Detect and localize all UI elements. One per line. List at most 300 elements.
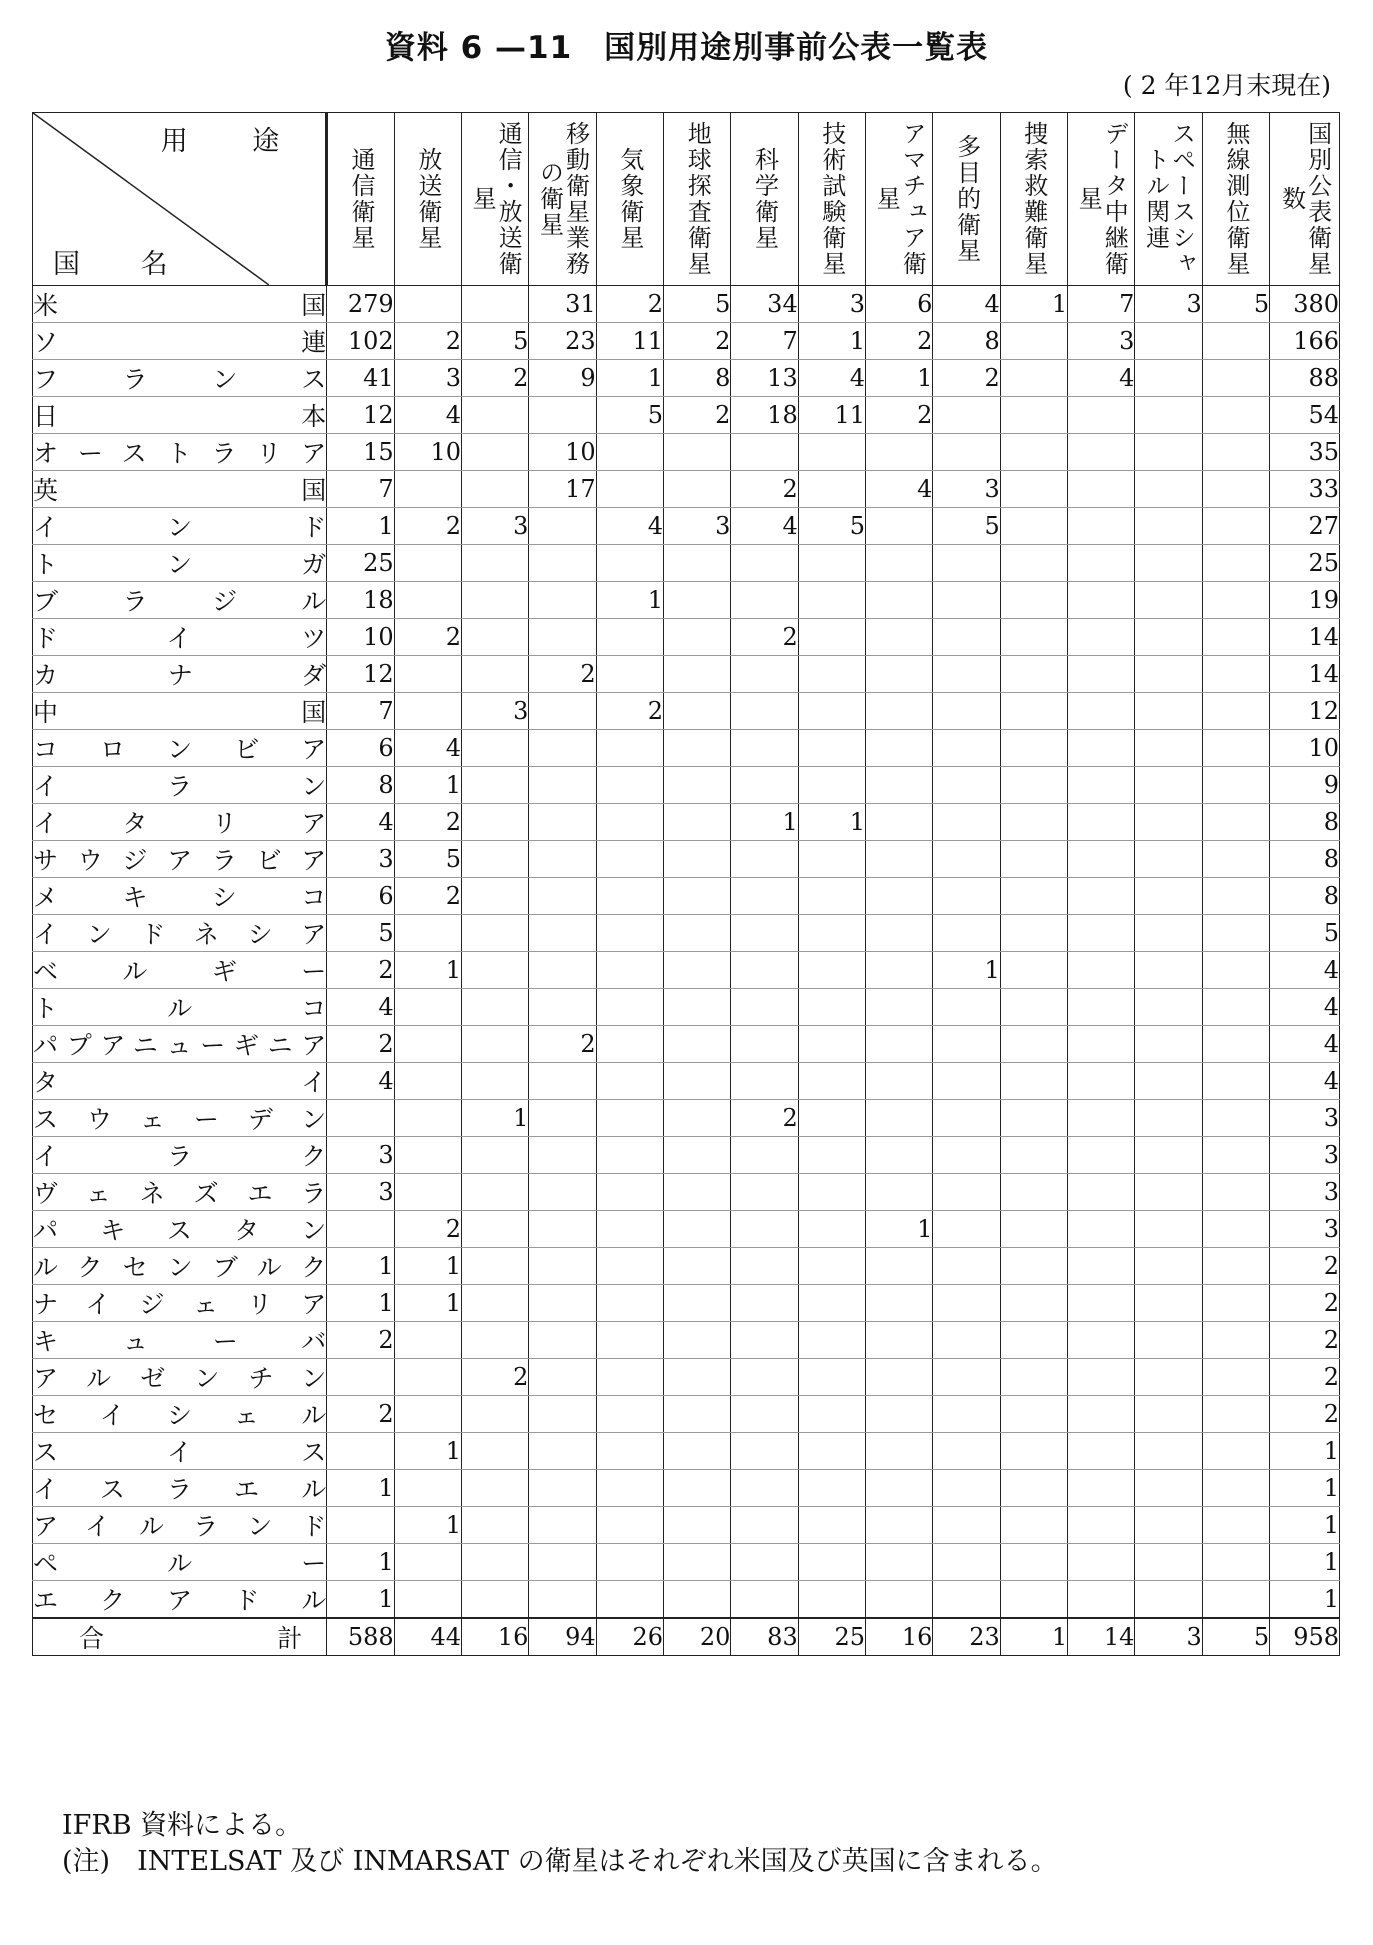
table-cell: 10 bbox=[327, 619, 394, 656]
total-cell: 44 bbox=[394, 1618, 461, 1656]
table-cell bbox=[462, 1470, 529, 1507]
table-cell: 6 bbox=[327, 730, 394, 767]
table-cell bbox=[664, 656, 731, 693]
total-cell: 1 bbox=[1000, 1618, 1067, 1656]
table-cell bbox=[596, 1026, 663, 1063]
table-cell: 5 bbox=[1202, 286, 1269, 323]
table-cell bbox=[1135, 804, 1202, 841]
country-total-cell: 25 bbox=[1270, 545, 1340, 582]
table-cell bbox=[933, 1248, 1000, 1285]
table-cell bbox=[1202, 434, 1269, 471]
table-cell bbox=[798, 1359, 865, 1396]
table-cell bbox=[664, 1433, 731, 1470]
table-cell bbox=[731, 730, 798, 767]
table-cell bbox=[664, 730, 731, 767]
table-cell bbox=[529, 1507, 596, 1544]
table-cell: 4 bbox=[866, 471, 933, 508]
table-cell bbox=[394, 1174, 461, 1211]
table-cell bbox=[596, 434, 663, 471]
table-cell bbox=[1068, 619, 1135, 656]
table-cell bbox=[664, 841, 731, 878]
table-cell bbox=[1202, 582, 1269, 619]
table-cell bbox=[731, 952, 798, 989]
table-cell bbox=[394, 1544, 461, 1581]
table-cell bbox=[394, 1396, 461, 1433]
table-cell bbox=[1068, 471, 1135, 508]
table-cell bbox=[933, 656, 1000, 693]
table-cell: 3 bbox=[1135, 286, 1202, 323]
table-cell: 11 bbox=[798, 397, 865, 434]
column-header bbox=[596, 113, 663, 286]
table-cell bbox=[1000, 989, 1067, 1026]
table-cell bbox=[1000, 1137, 1067, 1174]
table-cell bbox=[462, 1063, 529, 1100]
country-name: アイルランド bbox=[33, 1507, 327, 1544]
table-cell: 6 bbox=[327, 878, 394, 915]
table-cell bbox=[1135, 656, 1202, 693]
table-cell: 4 bbox=[394, 730, 461, 767]
country-total-cell: 8 bbox=[1270, 878, 1340, 915]
country-name: サウジアラビア bbox=[33, 841, 327, 878]
table-cell bbox=[933, 804, 1000, 841]
table-cell bbox=[933, 434, 1000, 471]
table-cell: 5 bbox=[933, 508, 1000, 545]
table-cell: 25 bbox=[327, 545, 394, 582]
country-name: スウェーデン bbox=[33, 1100, 327, 1137]
table-cell bbox=[596, 1063, 663, 1100]
table-cell bbox=[731, 1026, 798, 1063]
table-cell: 2 bbox=[664, 397, 731, 434]
column-header-label: 気象衛星 bbox=[615, 147, 644, 251]
table-cell bbox=[394, 1100, 461, 1137]
country-total-cell: 10 bbox=[1270, 730, 1340, 767]
table-cell bbox=[1202, 619, 1269, 656]
country-total-cell: 5 bbox=[1270, 915, 1340, 952]
total-cell: 83 bbox=[731, 1618, 798, 1656]
table-cell bbox=[529, 1322, 596, 1359]
table-cell: 5 bbox=[327, 915, 394, 952]
table-cell: 2 bbox=[529, 1026, 596, 1063]
usage-label: 用 途 bbox=[160, 126, 308, 157]
table-cell: 6 bbox=[866, 286, 933, 323]
table-cell bbox=[1000, 1396, 1067, 1433]
table-cell bbox=[462, 471, 529, 508]
table-cell bbox=[933, 1507, 1000, 1544]
table-cell: 31 bbox=[529, 286, 596, 323]
table-cell: 1 bbox=[933, 952, 1000, 989]
table-row bbox=[33, 656, 1340, 693]
table-cell: 1 bbox=[327, 1285, 394, 1322]
table-cell bbox=[798, 1581, 865, 1619]
table-cell bbox=[529, 989, 596, 1026]
column-header bbox=[1202, 113, 1269, 286]
column-header bbox=[866, 113, 933, 286]
country-name: トンガ bbox=[33, 545, 327, 582]
table-cell bbox=[462, 286, 529, 323]
table-cell bbox=[866, 767, 933, 804]
country-total-cell: 27 bbox=[1270, 508, 1340, 545]
table-cell: 2 bbox=[394, 508, 461, 545]
country-name: フランス bbox=[33, 360, 327, 397]
table-cell bbox=[1000, 656, 1067, 693]
table-cell bbox=[731, 1581, 798, 1619]
column-header-label: データ中継衛星 bbox=[1074, 121, 1129, 277]
table-cell bbox=[394, 286, 461, 323]
table-cell bbox=[933, 1470, 1000, 1507]
country-total-cell: 4 bbox=[1270, 1026, 1340, 1063]
table-cell bbox=[1068, 1100, 1135, 1137]
table-row bbox=[33, 989, 1340, 1026]
table-cell bbox=[1068, 1359, 1135, 1396]
country-total-cell: 88 bbox=[1270, 360, 1340, 397]
table-cell bbox=[1135, 1581, 1202, 1619]
table-cell bbox=[462, 1285, 529, 1322]
table-row bbox=[33, 1581, 1340, 1619]
table-cell bbox=[1068, 1137, 1135, 1174]
table-cell: 1 bbox=[798, 323, 865, 360]
table-cell bbox=[1202, 730, 1269, 767]
column-header-label: 地球探査衛星 bbox=[683, 121, 712, 277]
table-cell bbox=[596, 471, 663, 508]
table-cell bbox=[664, 804, 731, 841]
table-cell bbox=[866, 878, 933, 915]
page-title: 資料 6 —11 国別用途別事前公表一覧表 bbox=[384, 30, 989, 66]
table-cell bbox=[529, 397, 596, 434]
table-cell bbox=[933, 545, 1000, 582]
table-cell bbox=[462, 1544, 529, 1581]
table-cell bbox=[933, 1285, 1000, 1322]
table-cell bbox=[529, 841, 596, 878]
table-cell bbox=[798, 1433, 865, 1470]
table-cell bbox=[731, 1211, 798, 1248]
country-total-cell: 1 bbox=[1270, 1544, 1340, 1581]
table-cell bbox=[1135, 545, 1202, 582]
table-cell bbox=[933, 397, 1000, 434]
table-cell bbox=[596, 1137, 663, 1174]
country-name: ルクセンブルク bbox=[33, 1248, 327, 1285]
table-cell bbox=[1202, 1322, 1269, 1359]
table-cell bbox=[1068, 878, 1135, 915]
table-cell: 1 bbox=[394, 1248, 461, 1285]
table-cell: 18 bbox=[731, 397, 798, 434]
table-cell bbox=[1202, 841, 1269, 878]
table-cell bbox=[798, 1322, 865, 1359]
table-cell bbox=[866, 1322, 933, 1359]
table-cell bbox=[933, 767, 1000, 804]
total-cell: 958 bbox=[1270, 1618, 1340, 1656]
country-name: イラン bbox=[33, 767, 327, 804]
table-cell bbox=[1135, 619, 1202, 656]
table-cell bbox=[596, 1174, 663, 1211]
table-row bbox=[33, 1026, 1340, 1063]
table-row bbox=[33, 730, 1340, 767]
table-cell bbox=[529, 1470, 596, 1507]
table-cell bbox=[529, 1359, 596, 1396]
table-cell: 1 bbox=[327, 508, 394, 545]
table-cell: 9 bbox=[529, 360, 596, 397]
table-cell bbox=[731, 1137, 798, 1174]
table-cell bbox=[1000, 841, 1067, 878]
table-cell bbox=[1000, 915, 1067, 952]
table-cell: 2 bbox=[327, 1322, 394, 1359]
table-cell bbox=[1068, 434, 1135, 471]
table-cell bbox=[664, 915, 731, 952]
table-cell bbox=[866, 619, 933, 656]
table-cell bbox=[1000, 1359, 1067, 1396]
table-cell bbox=[664, 767, 731, 804]
table-cell bbox=[1202, 360, 1269, 397]
table-cell bbox=[866, 1544, 933, 1581]
table-cell: 1 bbox=[596, 360, 663, 397]
column-header-label: 科学衛星 bbox=[750, 147, 779, 251]
table-cell bbox=[933, 1211, 1000, 1248]
country-total-cell: 1 bbox=[1270, 1470, 1340, 1507]
table-cell bbox=[731, 1359, 798, 1396]
country-total-cell: 2 bbox=[1270, 1359, 1340, 1396]
country-total-cell: 3 bbox=[1270, 1174, 1340, 1211]
table-cell bbox=[1135, 767, 1202, 804]
table-cell bbox=[731, 1433, 798, 1470]
table-cell: 8 bbox=[933, 323, 1000, 360]
table-cell bbox=[1000, 730, 1067, 767]
table-cell bbox=[462, 434, 529, 471]
table-cell bbox=[394, 1359, 461, 1396]
table-cell bbox=[394, 471, 461, 508]
country-total-cell: 35 bbox=[1270, 434, 1340, 471]
table-cell bbox=[1068, 397, 1135, 434]
table-cell bbox=[529, 1581, 596, 1619]
table-cell bbox=[1068, 1396, 1135, 1433]
corner-header bbox=[33, 113, 327, 286]
table-cell bbox=[933, 693, 1000, 730]
table-cell bbox=[798, 471, 865, 508]
table-cell bbox=[664, 1396, 731, 1433]
column-header-label: 放送衛星 bbox=[413, 147, 442, 251]
table-cell: 3 bbox=[462, 693, 529, 730]
table-cell bbox=[1135, 1470, 1202, 1507]
table-cell bbox=[1068, 841, 1135, 878]
table-cell bbox=[1000, 1470, 1067, 1507]
table-cell bbox=[596, 1433, 663, 1470]
column-header bbox=[798, 113, 865, 286]
table-cell bbox=[731, 434, 798, 471]
table-row bbox=[33, 952, 1340, 989]
country-total-cell: 12 bbox=[1270, 693, 1340, 730]
table-cell bbox=[1068, 1063, 1135, 1100]
table-cell bbox=[1068, 1211, 1135, 1248]
table-cell bbox=[866, 1100, 933, 1137]
table-cell: 18 bbox=[327, 582, 394, 619]
table-cell: 1 bbox=[798, 804, 865, 841]
table-row bbox=[33, 841, 1340, 878]
table-row bbox=[33, 434, 1340, 471]
table-cell: 4 bbox=[394, 397, 461, 434]
table-cell: 2 bbox=[462, 360, 529, 397]
table-cell bbox=[1135, 1285, 1202, 1322]
table-cell: 4 bbox=[327, 1063, 394, 1100]
country-name: 英国 bbox=[33, 471, 327, 508]
table-cell bbox=[731, 582, 798, 619]
table-cell bbox=[394, 1063, 461, 1100]
table-cell bbox=[664, 1581, 731, 1619]
table-cell bbox=[462, 804, 529, 841]
total-cell: 588 bbox=[327, 1618, 394, 1656]
table-cell: 3 bbox=[798, 286, 865, 323]
table-cell bbox=[1000, 1063, 1067, 1100]
column-header bbox=[731, 113, 798, 286]
table-cell bbox=[1202, 1174, 1269, 1211]
column-header bbox=[462, 113, 529, 286]
table-cell: 2 bbox=[394, 619, 461, 656]
table-cell bbox=[933, 989, 1000, 1026]
column-header-label: 捜索救難衛星 bbox=[1019, 121, 1048, 277]
table-cell: 4 bbox=[1068, 360, 1135, 397]
table-cell bbox=[596, 915, 663, 952]
table-cell bbox=[1202, 1433, 1269, 1470]
table-cell bbox=[1068, 1581, 1135, 1619]
table-cell bbox=[933, 619, 1000, 656]
table-cell bbox=[529, 508, 596, 545]
table-cell bbox=[798, 1026, 865, 1063]
table-cell bbox=[529, 730, 596, 767]
column-header-label: 国別公表衛星数 bbox=[1277, 121, 1332, 277]
table-cell bbox=[866, 1470, 933, 1507]
table-row bbox=[33, 508, 1340, 545]
table-cell bbox=[1202, 989, 1269, 1026]
table-cell: 4 bbox=[731, 508, 798, 545]
table-cell bbox=[798, 619, 865, 656]
table-cell bbox=[462, 1174, 529, 1211]
table-cell bbox=[933, 1063, 1000, 1100]
table-cell bbox=[1135, 1174, 1202, 1211]
table-cell bbox=[664, 1026, 731, 1063]
table-cell bbox=[731, 1544, 798, 1581]
table-cell bbox=[731, 656, 798, 693]
table-cell bbox=[1068, 693, 1135, 730]
table-cell bbox=[798, 693, 865, 730]
total-cell: 5 bbox=[1202, 1618, 1269, 1656]
table-cell bbox=[1000, 471, 1067, 508]
table-row bbox=[33, 360, 1340, 397]
table-row bbox=[33, 1507, 1340, 1544]
table-cell bbox=[462, 767, 529, 804]
table-cell: 4 bbox=[327, 804, 394, 841]
table-cell bbox=[462, 952, 529, 989]
table-cell bbox=[731, 1248, 798, 1285]
table-cell bbox=[798, 1507, 865, 1544]
table-cell: 1 bbox=[394, 1507, 461, 1544]
table-row bbox=[33, 545, 1340, 582]
table-cell bbox=[1000, 804, 1067, 841]
country-total-cell: 166 bbox=[1270, 323, 1340, 360]
table-cell bbox=[866, 1581, 933, 1619]
table-cell bbox=[1135, 1063, 1202, 1100]
country-total-cell: 3 bbox=[1270, 1211, 1340, 1248]
table-cell bbox=[933, 1026, 1000, 1063]
country-name: エクアドル bbox=[33, 1581, 327, 1619]
table-cell bbox=[327, 1359, 394, 1396]
total-row bbox=[33, 1618, 1340, 1656]
column-header bbox=[1000, 113, 1067, 286]
table-cell bbox=[462, 1211, 529, 1248]
table-cell bbox=[1068, 656, 1135, 693]
table-cell: 2 bbox=[596, 286, 663, 323]
table-cell: 2 bbox=[933, 360, 1000, 397]
country-name: ドイツ bbox=[33, 619, 327, 656]
table-cell bbox=[1202, 1359, 1269, 1396]
table-cell bbox=[596, 545, 663, 582]
table-cell: 2 bbox=[664, 323, 731, 360]
table-cell: 2 bbox=[394, 878, 461, 915]
table-row bbox=[33, 1285, 1340, 1322]
table-cell bbox=[1202, 1026, 1269, 1063]
table-cell bbox=[798, 434, 865, 471]
column-header bbox=[1068, 113, 1135, 286]
country-name: 中国 bbox=[33, 693, 327, 730]
table-cell bbox=[529, 878, 596, 915]
column-header bbox=[394, 113, 461, 286]
table-cell bbox=[731, 1507, 798, 1544]
table-cell bbox=[1135, 1433, 1202, 1470]
table-cell: 2 bbox=[462, 1359, 529, 1396]
total-cell: 94 bbox=[529, 1618, 596, 1656]
table-cell bbox=[529, 1174, 596, 1211]
table-cell: 4 bbox=[327, 989, 394, 1026]
country-name: ペルー bbox=[33, 1544, 327, 1581]
table-cell bbox=[664, 1544, 731, 1581]
table-row bbox=[33, 1544, 1340, 1581]
table-cell bbox=[394, 1470, 461, 1507]
country-total-cell: 1 bbox=[1270, 1507, 1340, 1544]
table-cell: 2 bbox=[731, 471, 798, 508]
column-header bbox=[1270, 113, 1340, 286]
table-cell: 5 bbox=[394, 841, 461, 878]
table-cell: 7 bbox=[731, 323, 798, 360]
table-row bbox=[33, 878, 1340, 915]
table-cell bbox=[1000, 1026, 1067, 1063]
country-name: ヴェネズエラ bbox=[33, 1174, 327, 1211]
table-cell bbox=[664, 989, 731, 1026]
table-cell: 1 bbox=[731, 804, 798, 841]
table-cell bbox=[1068, 767, 1135, 804]
table-cell: 2 bbox=[866, 323, 933, 360]
country-name: パプアニューギニア bbox=[33, 1026, 327, 1063]
country-total-cell: 8 bbox=[1270, 804, 1340, 841]
country-name: ソ連 bbox=[33, 323, 327, 360]
table-cell bbox=[1135, 952, 1202, 989]
table-cell: 3 bbox=[462, 508, 529, 545]
table-cell bbox=[1068, 1433, 1135, 1470]
table-cell: 5 bbox=[596, 397, 663, 434]
table-cell bbox=[529, 1285, 596, 1322]
table-cell bbox=[664, 952, 731, 989]
table-cell bbox=[394, 1026, 461, 1063]
table-cell bbox=[1202, 323, 1269, 360]
table-cell bbox=[529, 1433, 596, 1470]
table-cell bbox=[1135, 471, 1202, 508]
table-cell bbox=[596, 841, 663, 878]
table-cell bbox=[798, 582, 865, 619]
table-cell bbox=[1068, 1026, 1135, 1063]
table-cell bbox=[1135, 397, 1202, 434]
table-cell: 1 bbox=[394, 952, 461, 989]
table-cell bbox=[327, 1211, 394, 1248]
table-cell bbox=[1135, 434, 1202, 471]
table-cell bbox=[1068, 804, 1135, 841]
table-cell: 102 bbox=[327, 323, 394, 360]
table-cell bbox=[1135, 582, 1202, 619]
column-header-label: 技術試験衛星 bbox=[817, 121, 846, 277]
